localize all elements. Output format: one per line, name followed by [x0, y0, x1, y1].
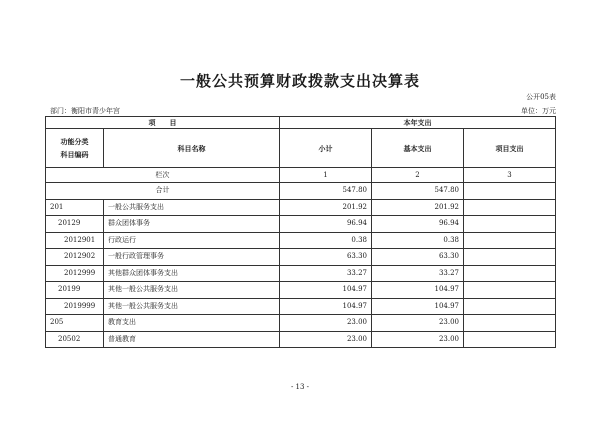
table-row [46, 232, 556, 249]
total-row [46, 183, 556, 200]
header-code [46, 129, 104, 168]
row-basic: 0.38 [372, 232, 464, 249]
row-subtotal: 23.00 [280, 331, 372, 348]
row-basic: 33.27 [372, 265, 464, 282]
header-row-columns [46, 129, 556, 168]
row-code: 2012999 [46, 265, 104, 282]
table-row [46, 216, 556, 233]
table-row [46, 298, 556, 315]
row-subtotal: 23.00 [280, 315, 372, 332]
header-subtotal: 小计 [280, 129, 372, 168]
expenditure-table [45, 116, 556, 348]
row-subject-name: 教育支出 [104, 315, 280, 332]
row-code: 205 [46, 315, 104, 332]
row-code: 2019999 [46, 298, 104, 315]
row-subtotal: 96.94 [280, 216, 372, 233]
row-subject-name: 其他群众团体事务支出 [104, 265, 280, 282]
row-code: 20199 [46, 282, 104, 299]
page-title: 一般公共预算财政拨款支出决算表 [179, 72, 420, 90]
header-row-group [46, 117, 556, 129]
column-index-3: 3 [464, 168, 556, 183]
row-subtotal: 0.38 [280, 232, 372, 249]
row-code: 20502 [46, 331, 104, 348]
form-number: 公开05表 [526, 93, 556, 101]
row-basic: 104.97 [372, 282, 464, 299]
total-basic: 547.80 [372, 183, 464, 200]
table-row [46, 315, 556, 332]
row-project [464, 282, 556, 299]
total-project [464, 183, 556, 200]
column-index-label: 栏次 [46, 168, 280, 183]
row-basic: 23.00 [372, 315, 464, 332]
row-project [464, 315, 556, 332]
row-subject-name: 一般行政管理事务 [104, 249, 280, 266]
row-subject-name: 其他一般公共服务支出 [104, 282, 280, 299]
header-subject-name: 科目名称 [104, 129, 280, 168]
column-index-1: 1 [280, 168, 372, 183]
row-subtotal: 33.27 [280, 265, 372, 282]
table-row [46, 199, 556, 216]
row-basic: 23.00 [372, 331, 464, 348]
row-subject-name: 其他一般公共服务支出 [104, 298, 280, 315]
row-basic: 63.30 [372, 249, 464, 266]
row-subtotal: 63.30 [280, 249, 372, 266]
row-basic: 201.92 [372, 199, 464, 216]
column-index-row [46, 168, 556, 183]
table-row [46, 265, 556, 282]
row-basic: 96.94 [372, 216, 464, 233]
row-code: 20129 [46, 216, 104, 233]
row-project [464, 331, 556, 348]
row-project [464, 199, 556, 216]
row-subject-name: 普通教育 [104, 331, 280, 348]
header-project-exp: 项目支出 [464, 129, 556, 168]
total-subtotal: 547.80 [280, 183, 372, 200]
row-subtotal: 104.97 [280, 282, 372, 299]
column-index-2: 2 [372, 168, 464, 183]
row-project [464, 232, 556, 249]
header-code-line1: 功能分类 [60, 137, 89, 146]
header-annual-expenditure: 本年支出 [280, 117, 556, 129]
unit-label: 单位：万元 [521, 107, 556, 115]
table-row [46, 282, 556, 299]
row-subject-name: 群众团体事务 [104, 216, 280, 233]
row-code: 2012901 [46, 232, 104, 249]
row-subtotal: 201.92 [280, 199, 372, 216]
department-label: 部门：衡阳市青少年宫 [50, 107, 120, 115]
row-project [464, 298, 556, 315]
row-subtotal: 104.97 [280, 298, 372, 315]
row-code: 201 [46, 199, 104, 216]
row-basic: 104.97 [372, 298, 464, 315]
row-project [464, 249, 556, 266]
total-label: 合计 [46, 183, 280, 200]
row-project [464, 265, 556, 282]
row-project [464, 216, 556, 233]
table-row [46, 249, 556, 266]
row-subject-name: 行政运行 [104, 232, 280, 249]
page-number: - 13 - [290, 383, 310, 391]
header-project: 项 目 [46, 117, 280, 129]
table-row [46, 331, 556, 348]
row-code: 2012902 [46, 249, 104, 266]
row-subject-name: 一般公共服务支出 [104, 199, 280, 216]
header-code-line2: 科目编码 [60, 150, 89, 159]
header-basic: 基本支出 [372, 129, 464, 168]
